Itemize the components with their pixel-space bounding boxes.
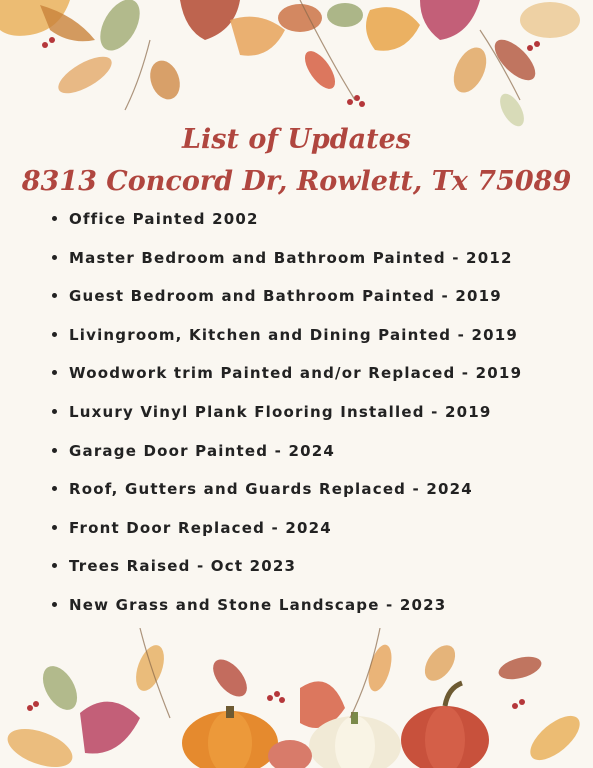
autumn-pumpkins-bottom-border [0,628,593,768]
list-item: Trees Raised - Oct 2023 [52,554,572,593]
page-title: List of Updates [182,124,411,155]
pumpkin-icon [401,683,489,768]
address-subtitle: 8313 Concord Dr, Rowlett, Tx 75089 [21,166,572,197]
list-item: Front Door Replaced - 2024 [52,516,572,555]
maple-leaf-icon [366,0,480,51]
list-item: Roof, Gutters and Guards Replaced - 2024 [52,477,572,516]
maple-leaf-icon [180,0,285,56]
list-item: Livingroom, Kitchen and Dining Painted - 2019 [52,323,572,362]
pumpkin-icon [182,706,278,768]
list-item: Woodwork trim Painted and/or Replaced - 2019 [52,361,572,400]
list-item: Master Bedroom and Bathroom Painted - 2012 [52,246,572,285]
maple-leaf-icon [0,0,95,41]
leaf-icon [53,0,185,104]
list-item: New Grass and Stone Landscape - 2023 [52,593,572,632]
list-item: Luxury Vinyl Plank Flooring Installed - 2019 [52,400,572,439]
autumn-leaves-top-border [0,0,593,135]
updates-list [52,207,572,632]
list-item: Garage Door Painted - 2024 [52,439,572,478]
list-item: Office Painted 2002 [52,207,572,246]
leaf-icon [278,3,363,94]
list-item: Guest Bedroom and Bathroom Painted - 2019 [52,284,572,323]
branch-stem [140,628,380,718]
